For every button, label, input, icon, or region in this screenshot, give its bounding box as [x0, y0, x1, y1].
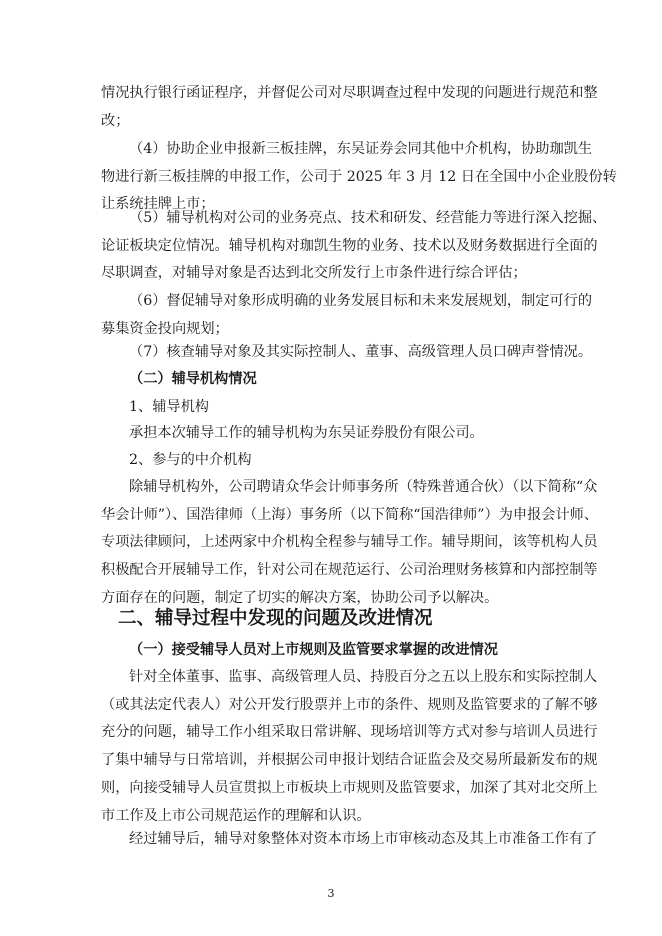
text-line: （5）辅导机构对公司的业务亮点、技术和研发、经营能力等进行深入挖掘、 — [129, 210, 607, 226]
text-line: 积极配合开展辅导工作，针对公司在规范运行、公司治理财务核算和内部控制等 — [101, 562, 598, 579]
text-line: 了集中辅导与日常培训，并根据公司申报计划结合证监会及交易所最新发布的规 — [101, 752, 598, 769]
subheading-agency — [101, 394, 563, 422]
text-line: （7）核查辅导对象及其实际控制人、董事、高级管理人员口碑声誉情况。 — [129, 344, 593, 360]
text-line: 市工作及上市公司规范运作的理解和认识。 — [101, 807, 371, 824]
text-line: （或其法定代表人）对公开发行股票并上市的条件、规则及监管要求的了解不够 — [101, 696, 598, 713]
paragraph-intermediaries — [101, 474, 599, 613]
text-line: 论证板块定位情况。辅导机构对珈凯生物的业务、技术以及财务数据进行全面的 — [101, 237, 598, 254]
paragraph-after-counseling — [101, 826, 598, 854]
paragraph-agency — [101, 420, 563, 448]
text-line: （4）协助企业申报新三板挂牌，东吴证券会同其他中介机构，协助珈凯生 — [129, 141, 593, 157]
page-number: 3 — [327, 887, 335, 900]
text-line: 2、参与的中介机构 — [129, 452, 252, 468]
text-line: 专项法律顾问，上述两家中介机构全程参与辅导工作。辅导期间，该等机构人员 — [101, 534, 598, 551]
text-line: 让系统挂牌上市； — [101, 196, 215, 213]
subheading-intermediaries — [101, 447, 563, 475]
text-line: 经过辅导后，辅导对象整体对资本市场上市审核动态及其上市准备工作有了 — [129, 831, 598, 847]
subsection-heading-rules: （一）接受辅导人员对上市规则及监管要求掌握的改进情况 — [129, 642, 498, 658]
text-line: 尽职调查，对辅导对象是否达到北交所发行上市条件进行综合评估； — [101, 265, 527, 282]
text-line: 方面存在的问题，制定了切实的解决方案，协助公司予以解决。 — [101, 589, 499, 606]
text-line: 除辅导机构外，公司聘请众华会计师事务所（特殊普通合伙）（以下简称“众 — [129, 479, 598, 495]
paragraph-item-5 — [101, 205, 607, 288]
text-line: 1、辅导机构 — [129, 399, 209, 415]
text-line: 改； — [101, 112, 130, 129]
section-heading-institution: （二）辅导机构情况 — [129, 371, 257, 387]
text-line: （6）督促辅导对象形成明确的业务发展目标和未来发展规划，制定可行的 — [129, 293, 593, 309]
text-line: 承担本次辅导工作的辅导机构为东吴证券股份有限公司。 — [129, 425, 484, 441]
paragraph-continuation — [101, 80, 598, 135]
text-line: 充分的问题，辅导工作小组采取日常讲解、现场培训等方式对参与培训人员进行 — [101, 724, 598, 741]
text-line: 针对全体董事、监事、高级管理人员、持股百分之五以上股东和实际控制人 — [129, 669, 598, 685]
text-line: 华会计师”）、国浩律师（上海）事务所（以下简称“国浩律师”）为申报会计师、 — [101, 506, 599, 523]
text-line: 情况执行银行函证程序，并督促公司对尽职调查过程中发现的问题进行规范和整 — [101, 85, 598, 101]
text-line: 则，向接受辅导人员宣贯拟上市板块上市规则及监管要求，加深了其对北交所上 — [101, 779, 598, 796]
paragraph-item-6 — [101, 288, 593, 343]
paragraph-item-7 — [101, 339, 593, 367]
main-section-heading: 二、辅导过程中发现的问题及改进情况 — [118, 608, 433, 629]
text-line: 募集资金投向规划； — [101, 320, 229, 337]
paragraph-rules — [101, 664, 598, 830]
text-line: 物进行新三板挂牌的申报工作，公司于 2025 年 3 月 12 日在全国中小企业股份转 — [101, 168, 617, 185]
